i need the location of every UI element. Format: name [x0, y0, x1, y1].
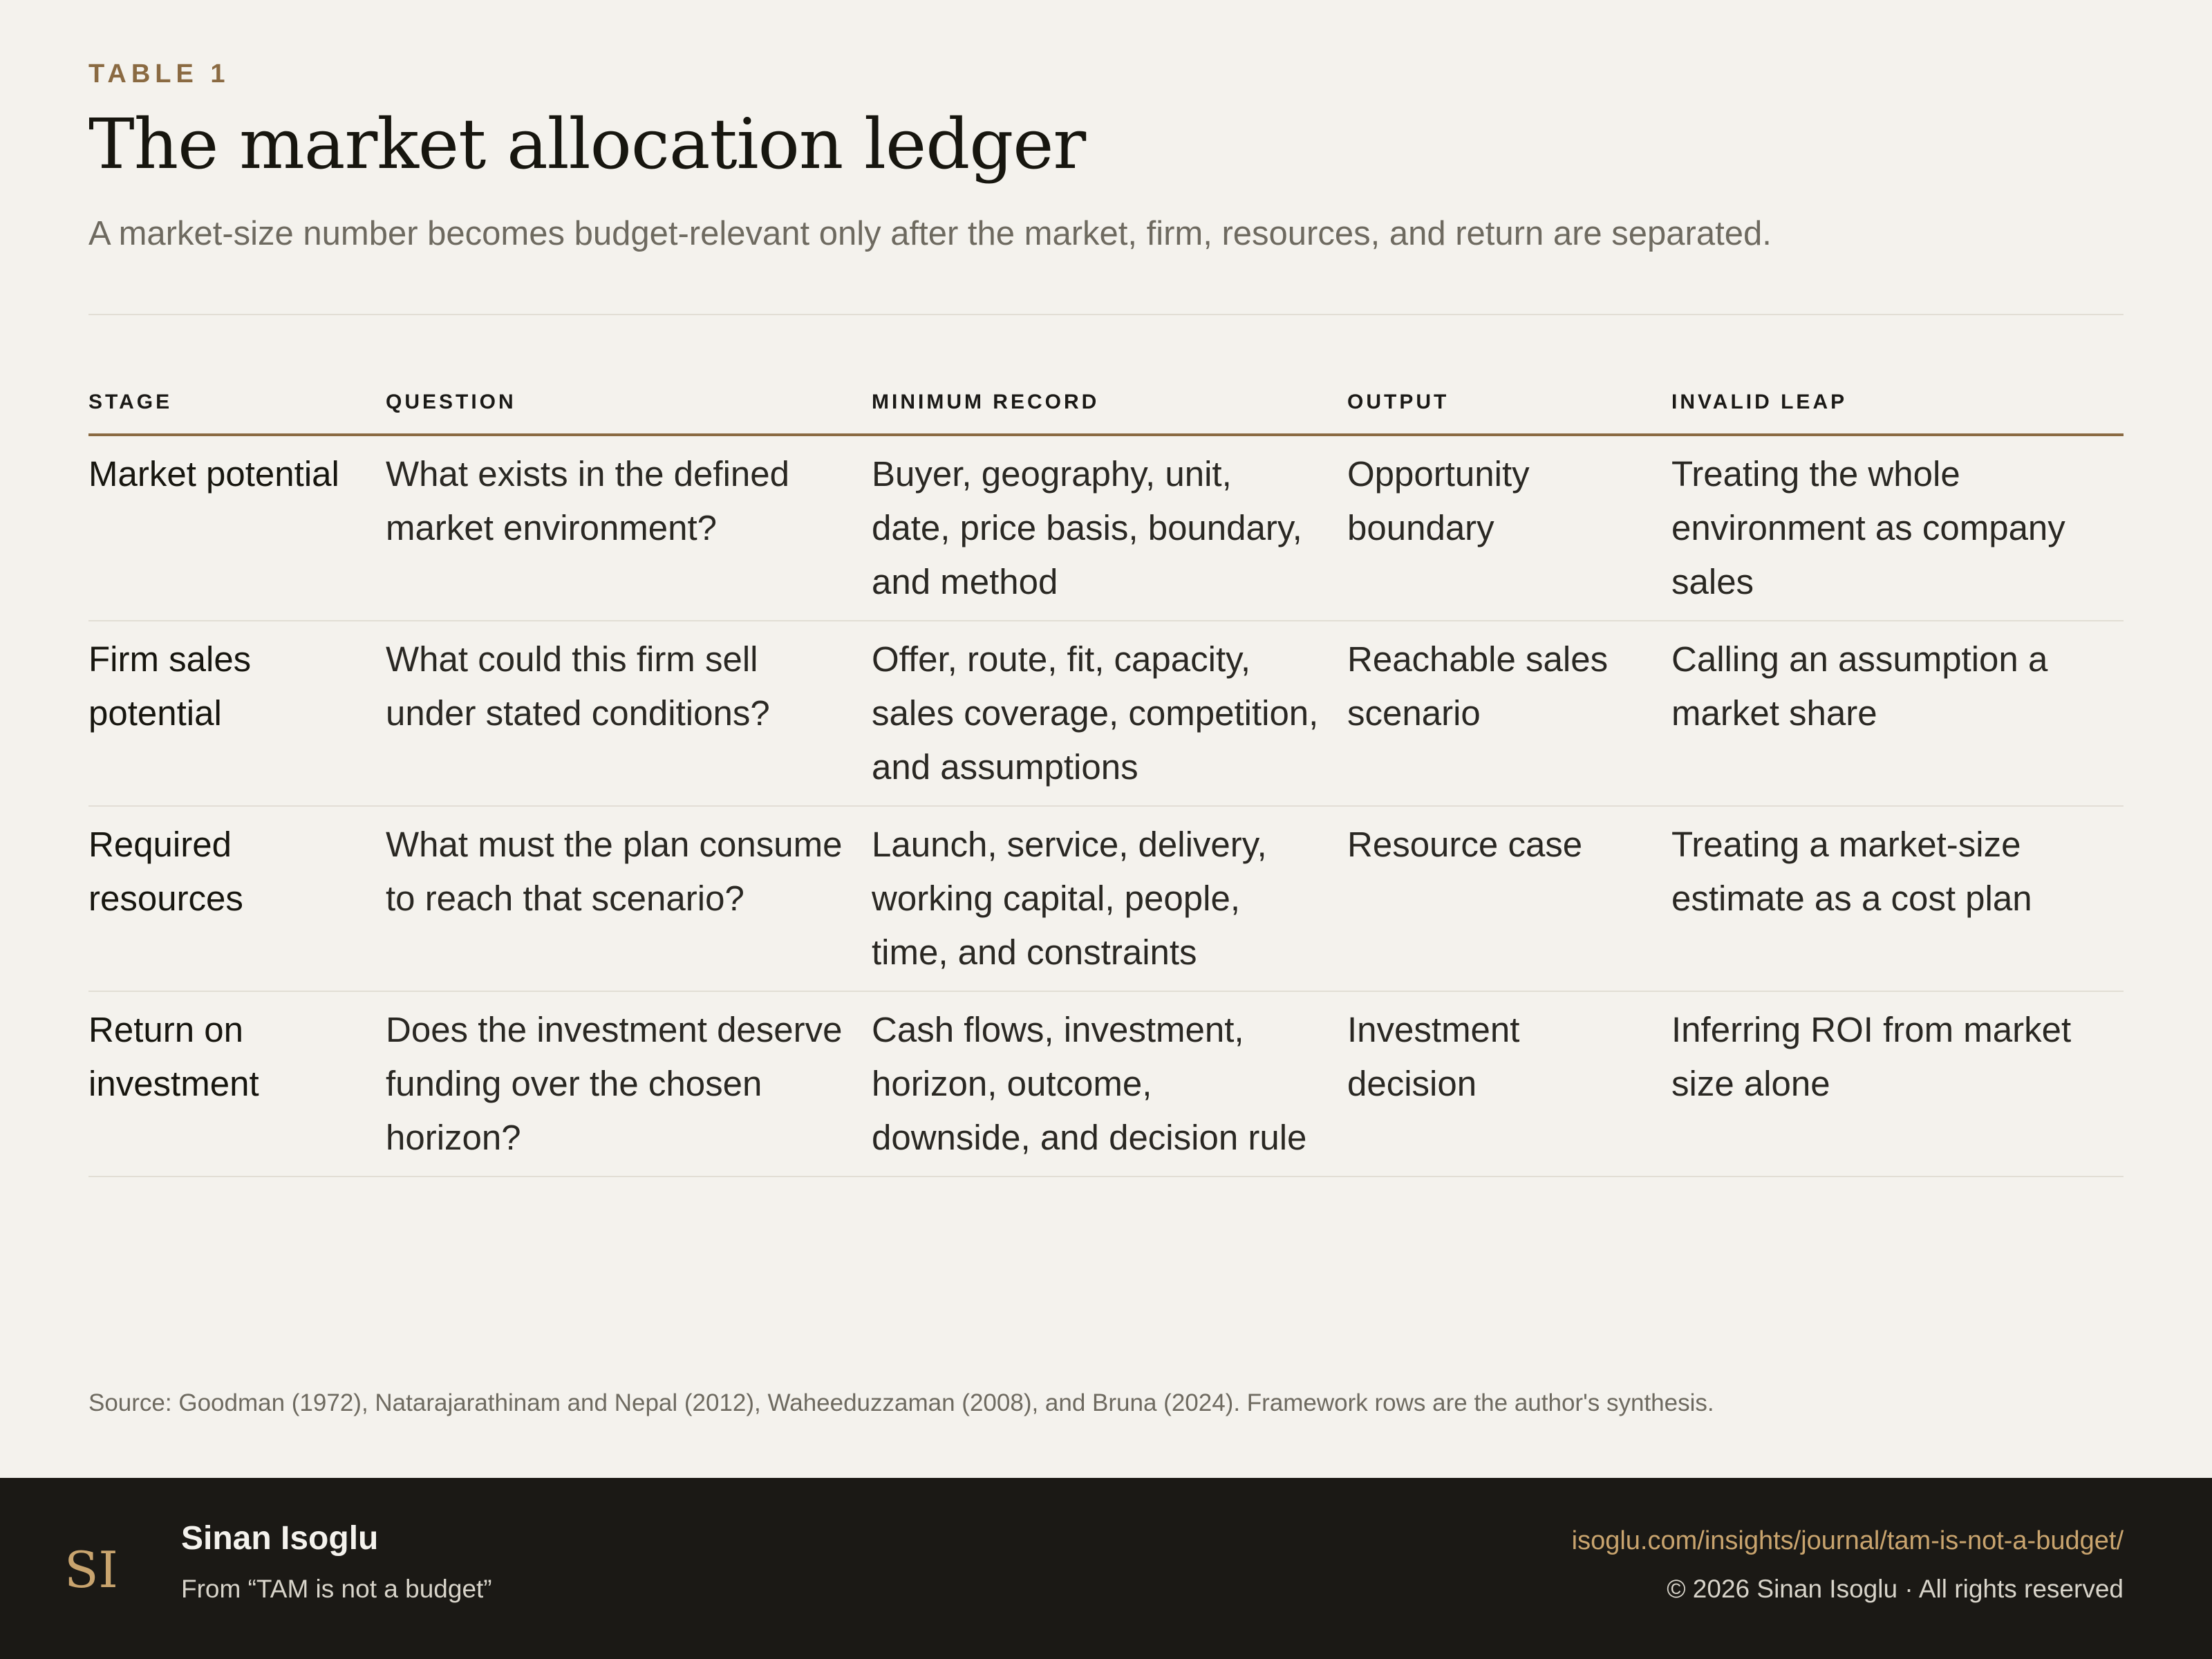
- page-title: The market allocation ledger: [88, 104, 1086, 185]
- article-source-line: From “TAM is not a budget”: [181, 1575, 492, 1603]
- cell-minimum-record: Cash flows, investment, horizon, outcome, downside, and decision rule: [872, 991, 1347, 1177]
- cell-output: Reachable sales scenario: [1347, 621, 1671, 806]
- header-divider: [88, 314, 2124, 315]
- cell-question: What must the plan consume to reach that scenario?: [386, 806, 872, 991]
- source-note: Source: Goodman (1972), Natarajarathinam and Nepal (2012), Waheeduzzaman (2008), and Bruna (2024). Framework rows are the author's synthesis.: [88, 1389, 1714, 1416]
- table-row: [88, 991, 2124, 1177]
- page-subtitle: A market-size number becomes budget-relevant only after the market, firm, resources, and return are separated.: [88, 215, 1772, 252]
- cell-question: What could this firm sell under stated conditions?: [386, 621, 872, 806]
- cell-stage: Firm sales potential: [88, 621, 386, 806]
- cell-stage: Return on investment: [88, 991, 386, 1177]
- cell-minimum-record: Launch, service, delivery, working capital, people, time, and constraints: [872, 806, 1347, 991]
- column-header-minimum-record: MINIMUM RECORD: [872, 391, 1347, 435]
- copyright-notice: © 2026 Sinan Isoglu · All rights reserved: [1667, 1575, 2124, 1603]
- table-row: [88, 806, 2124, 991]
- column-header-question: QUESTION: [386, 391, 872, 435]
- cell-minimum-record: Buyer, geography, unit, date, price basis, boundary, and method: [872, 435, 1347, 621]
- cell-stage: Market potential: [88, 435, 386, 621]
- si-monogram-logo: SI: [64, 1541, 118, 1599]
- column-header-stage: STAGE: [88, 391, 386, 435]
- cell-minimum-record: Offer, route, fit, capacity, sales coverage, competition, and assumptions: [872, 621, 1347, 806]
- table-eyebrow: TABLE 1: [88, 59, 230, 88]
- ledger-table: [88, 391, 2124, 1177]
- cell-output: Resource case: [1347, 806, 1671, 991]
- page-footer: [0, 1478, 2212, 1659]
- column-header-output: OUTPUT: [1347, 391, 1671, 435]
- cell-question: What exists in the defined market environment?: [386, 435, 872, 621]
- table-row: [88, 435, 2124, 621]
- table-row: [88, 621, 2124, 806]
- author-name: Sinan Isoglu: [181, 1520, 379, 1557]
- cell-question: Does the investment deserve funding over the chosen horizon?: [386, 991, 872, 1177]
- cell-invalid-leap: Treating the whole environment as company sales: [1671, 435, 2124, 621]
- cell-invalid-leap: Calling an assumption a market share: [1671, 621, 2124, 806]
- column-header-invalid-leap: INVALID LEAP: [1671, 391, 2124, 435]
- article-url-link[interactable]: isoglu.com/insights/journal/tam-is-not-a-budget/: [1571, 1526, 2124, 1555]
- cell-output: Investment decision: [1347, 991, 1671, 1177]
- cell-stage: Required resources: [88, 806, 386, 991]
- cell-invalid-leap: Inferring ROI from market size alone: [1671, 991, 2124, 1177]
- table-header-row: [88, 391, 2124, 435]
- cell-invalid-leap: Treating a market-size estimate as a cost plan: [1671, 806, 2124, 991]
- cell-output: Opportunity boundary: [1347, 435, 1671, 621]
- table-page: [88, 0, 2124, 1478]
